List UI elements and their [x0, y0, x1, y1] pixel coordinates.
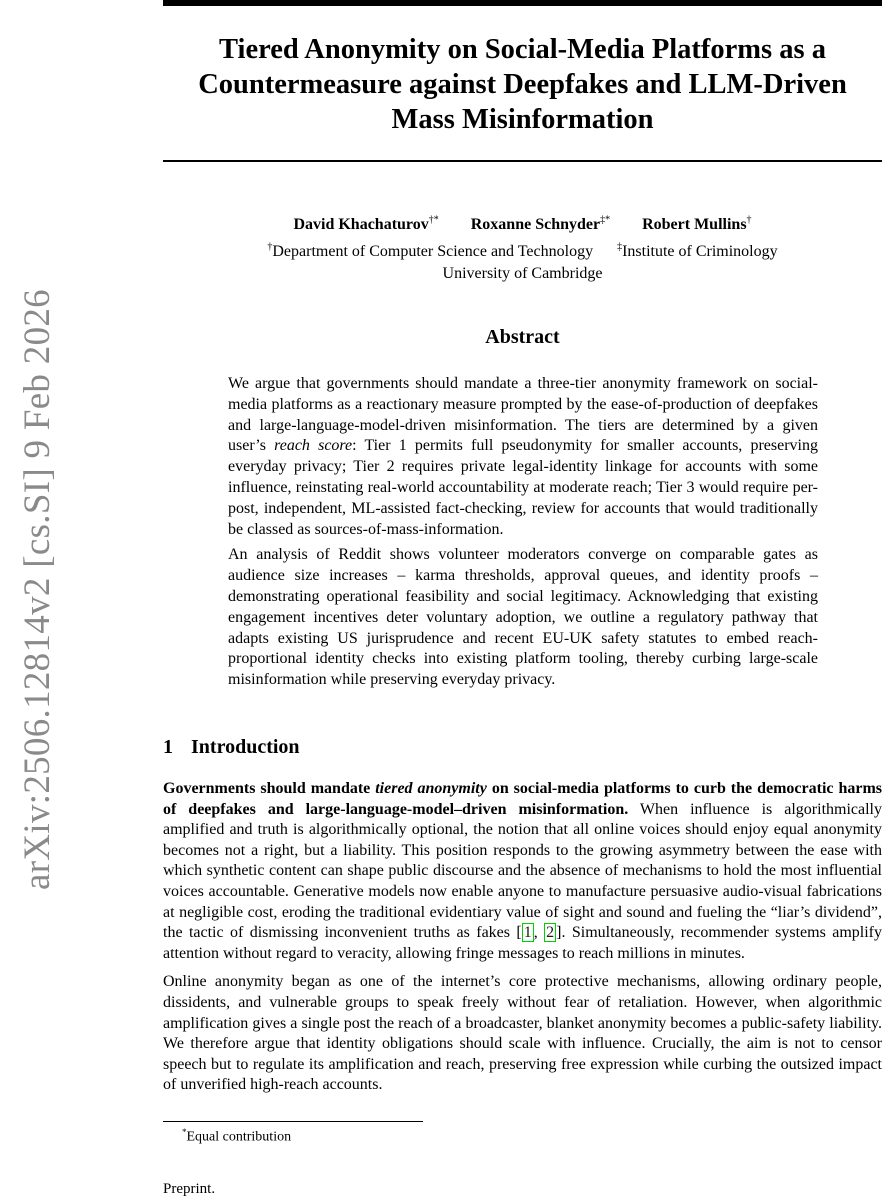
preprint-label: Preprint. [163, 1181, 216, 1197]
author-name: David Khachaturov†* [293, 215, 439, 234]
abstract-body [228, 374, 818, 696]
footnote-rule [163, 1121, 423, 1122]
body-paragraph: Governments should mandate tiered anonymity on social-media platforms to curb the democratic harms of deepfakes and large-language-model–driven misinformation. When influence is algorithmically amplified and truth is algorithmically optional, the notion that all online voices should enjoy equal anonymity becomes not a right, but a liability. This position responds to the growing asymmetry between the ease with which synthetic content can shape public discourse and the absence of mechanisms to hold the most influential voices accountable. Generative models now enable anyone to manufacture persuasive audio-visual fabrications at negligible cost, eroding the traditional evidentiary value of sight and sound and fueling the “liar’s dividend”, the tactic of dismissing inconvenient truths as fakes [ 1 , 2 ]. Simultaneously, recommender systems amplify attention without regard to veracity, allowing fringe messages to reach millions in minutes. [163, 780, 882, 962]
title-top-rule [163, 0, 882, 6]
abstract-paragraph: An analysis of Reddit shows volunteer moderators converge on comparable gates as audience size increases – karma thresholds, approval queues, and identity proofs – demonstrating operational feasibility and social legitimacy. Acknowledging that existing engagement incentives deter voluntary adoption, we outline a regulatory pathway that adapts existing US jurisprudence and recent EU-UK safety statutes to embed reach-proportional identity checks into existing platform tooling, thereby curbing large-scale misinformation while preserving everyday privacy. [228, 546, 818, 689]
section-heading-introduction: 1 Introduction [163, 736, 300, 758]
author-affiliations [163, 236, 882, 262]
author-name: Roxanne Schnyder‡* [470, 215, 611, 234]
citation-link[interactable]: 2 [546, 924, 555, 942]
university: University of Cambridge [442, 264, 603, 282]
affiliation: ‡Institute of Criminology [617, 241, 778, 260]
arxiv-identifier-stamp: arXiv:2506.12814v2 [cs.SI] 9 Feb 2026 [17, 289, 58, 890]
introduction-body [163, 779, 882, 1104]
title-bottom-rule [163, 160, 882, 162]
footnote: *Equal contribution [182, 1127, 292, 1145]
paper-title: Tiered Anonymity on Social-Media Platforms as a Countermeasure against Deepfakes and LLM-Driven Mass Misinformation [198, 34, 847, 135]
abstract-paragraph: We argue that governments should mandate a three-tier anonymity framework on social-media platforms as a reactionary measure prompted by the ease-of-production of deepfakes and large-language-model-driven misinformation. The tiers are determined by a given user’s reach score: Tier 1 permits full pseudonymity for smaller accounts, preserving everyday privacy; Tier 2 requires private legal-identity linkage for accounts with some influence, reinstating real-world accountability at moderate reach; Tier 3 would require per-post, independent, ML-assisted fact-checking, review for accounts that would traditionally be classed as sources-of-mass-information. [228, 375, 819, 538]
author-block [163, 210, 882, 285]
citation-link[interactable]: 1 [523, 924, 532, 942]
author-names [163, 210, 882, 236]
body-paragraph: Online anonymity began as one of the internet’s core protective mechanisms, allowing ordinary people, dissidents, and vulnerable groups to speak freely without fear of retaliation. However, when algorithmic amplification gives a single post the reach of a broadcaster, blanket anonymity becomes a public-safety liability. We therefore argue that identity obligations should scale with influence. Crucially, the aim is not to censor speech but to regulate its amplification and reach, preserving free expression while curbing the outsized impact of unverified high-reach accounts. [163, 973, 882, 1094]
author-name: Robert Mullins† [642, 215, 752, 234]
affiliation: †Department of Computer Science and Technology [267, 241, 594, 260]
abstract-heading: Abstract [485, 326, 560, 348]
